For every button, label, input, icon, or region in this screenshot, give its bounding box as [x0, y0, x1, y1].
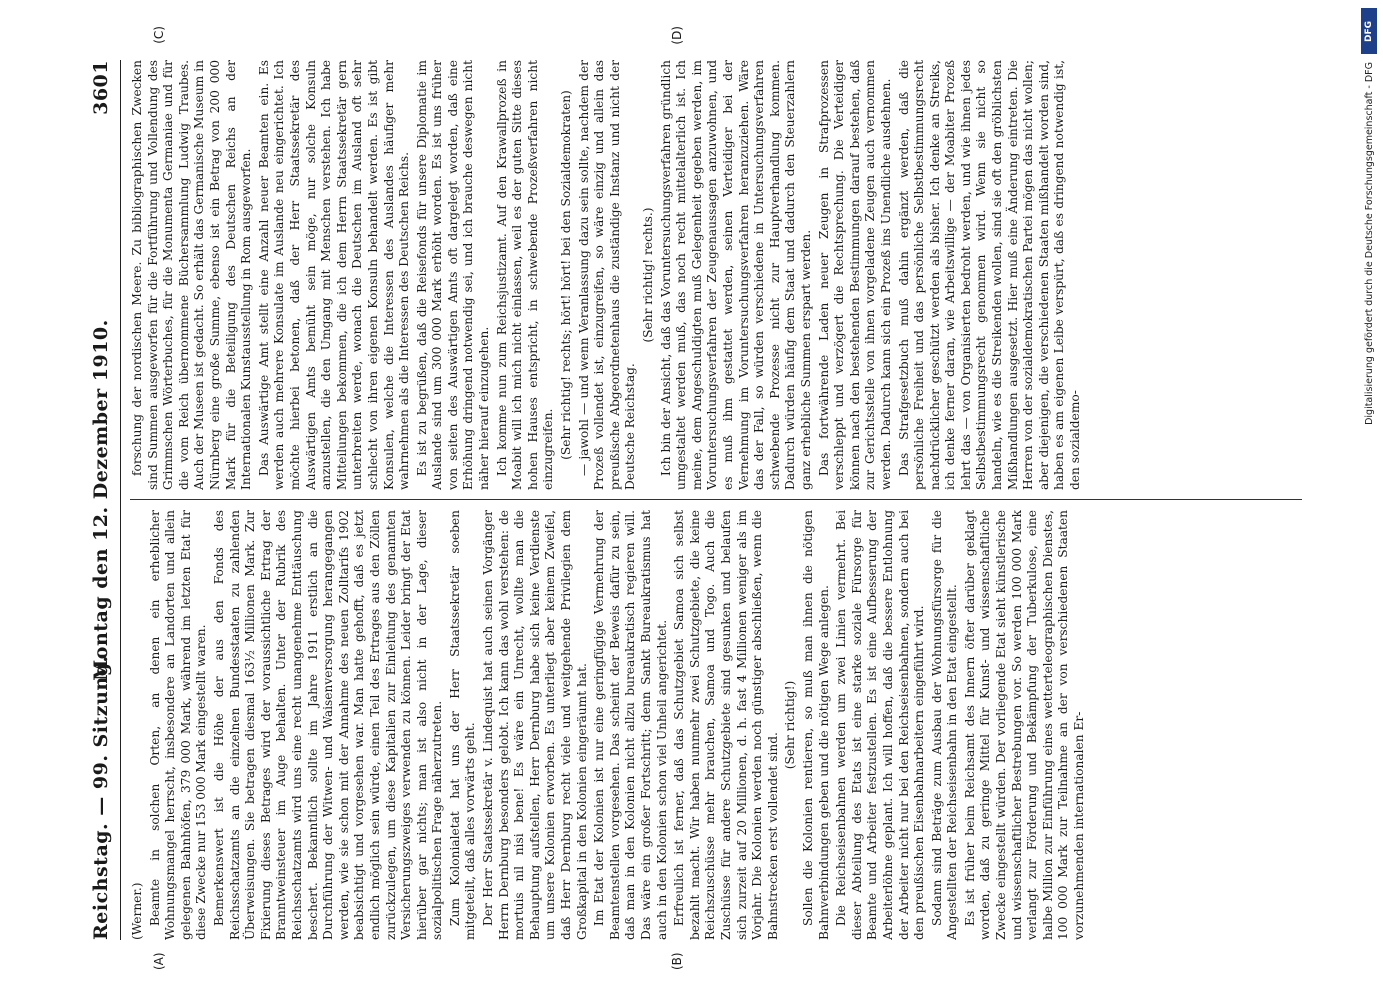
paragraph: — jawohl — und wenn Veranlassung dazu sein sollte, nachdem der Prozeß vollendet ist, einzugreifen, so wäre einzig und allein das preußische Abgeordnetenhaus die zuständige Instanz und nicht der Deutsche Reichstag. — [576, 60, 637, 490]
column-divider — [130, 499, 1302, 500]
dfg-logo: DFG — [1361, 8, 1377, 54]
right-paragraphs — [130, 60, 1084, 490]
header-date: Montag den 12. Dezember 1910. — [89, 319, 112, 681]
paragraph: Die Reichseisenbahnen werden um zwei Linien vermehrt. Bei dieser Abteilung des Etats ist eine starke soziale Fürsorge für Beamte und Arbeiter festzustellen. Es ist eine Aufbesserung der Arbeiterlöhne geplant. Ich will hoffen, daß die bessere Entlohnung der Arbeiter nicht nur bei den Reichseisenbahnen, sondern auch bei den preußischen Eisenbahnarbeitern eingeführt wird. — [833, 510, 926, 940]
right-column — [130, 60, 1302, 490]
paragraph: Zum Kolonialetat hat uns der Herr Staatssekretär soeben mitgeteilt, daß alles vorwärts geht. — [447, 510, 477, 940]
paragraph: Bemerkenswert ist die Höhe der aus den Fonds des Reichsschatzamts an die einzelnen Bundesstaaten zu zahlenden Überweisungen. Sie betragen diesmal 163½ Millionen Mark. Zur Fixierung dieses Betrages wird der voraussichtliche Ertrag der Branntweinsteuer im Auge behalten. Unter der Rubrik des Reichsschatzamts wird uns eine recht unangenehme Enttäuschung beschert. Bekanntlich sollte im Jahre 1911 erstlich an die Durchführung der Witwen- und Waisenversorgung herangegangen werden, wie sie schon mit der Annahme des neuen Zolltarifs 1902 beabsichtigt und vorgesehen war. Man hatte gehofft, daß es jetzt endlich möglich sein würde, einen Teil des Ertrages aus den Zöllen zurückzulegen, um diese Kapitalien zur Einleitung des genannten Versicherungszweiges verwenden zu können. Leider bringt der Etat hierüber gar nichts; man ist also nicht in der Lage, dieser sozialpolitischen Frage näherzutreten. — [211, 510, 444, 940]
text-columns — [129, 26, 1302, 970]
paragraph: (Sehr richtig! rechts; hört! hört! bei den Sozialdemokraten) — [558, 90, 573, 460]
paragraph: Sollen die Kolonien rentieren, so muß man ihnen die nötigen Bahnverbindungen geben und die nötigen Wege anlegen. — [800, 510, 831, 940]
paragraph: (Sehr richtig!) — [782, 680, 797, 770]
paragraph: Ich komme nun zum Reichsjustizamt. Auf den Krawallprozeß in Moabit will ich mich nicht einlassen, weil es der guten Sitte dieses hohen Hauses entspricht, in schwebende Prozeßverfahren nicht einzugreifen. — [494, 60, 555, 490]
left-paragraphs — [147, 510, 1087, 940]
speaker-name: (Werner.) — [129, 882, 144, 940]
paragraph: Im Etat der Kolonien ist nur eine geringfügige Vermehrung der Beamtenstellen vorgesehen. Das scheint der Beweis dafür zu sein, daß man in den Kolonien nicht allzu bureaukratisch regieren will. Das wäre ein großer Fortschritt; denn Sankt Bureaukratismus hat auch in den Kolonien schon viel Unheil angerichtet. — [591, 510, 669, 940]
page-number: 3601 — [89, 60, 112, 115]
paragraph: Erfreulich ist ferner, daß das Schutzgebiet Samoa sich selbst bezahlt macht. Wir haben nunmehr zwei Schutzgebiete, die keine Reichszuschüsse mehr brauchen, Samoa und Togo. Auch die Zuschüsse für andere Schutzgebiete sind gesunken und belaufen sich zurzeit auf 20 Millionen, d. h. fast 4 Millionen weniger als im Vorjahr. Die Kolonien werden noch günstiger abschließen, wenn die Bahnstrecken erst vollendet sind. — [671, 510, 780, 940]
paragraph: Der Herr Staatssekretär v. Lindequist hat auch seinen Vorgänger Herrn Dernburg besonders gelobt. Ich kann das wohl verstehen: de mortuis nil nisi bene! Es wäre ein Unrecht, wollte man die Behauptung aufstellen, Herr Dernburg habe sich keine Verdienste um unsere Kolonien erworben. Es unterliegt aber keinem Zweifel, daß Herr Dernburg recht viele und weitgehende Privilegien dem Großkapital in den Kolonien eingeräumt hat. — [480, 510, 589, 940]
digitization-note: Digitalisierung gefördert durch die Deutsche Forschungsgemeinschaft - DFG — [1364, 62, 1375, 425]
paragraph: Das Auswärtige Amt stellt eine Anzahl neuer Beamten ein. Es werden auch mehrere Konsulate im Auslande neu eingerichtet. Ich möchte hierbei betonen, daß der Herr Staatssekretär des Auswärtigen Amts bemüht sein möge, nur solche Konsuln anzustellen, die den Umgang mit Menschen verstehen. Ich habe Mitteilungen bekommen, die ich dem Herrn Staatssekretär gern unterbreiten werde, wonach die Deutschen im Ausland oft sehr schlecht von ihren eigenen Konsuln behandelt werden. Es ist gibt Konsulen, welche die Interessen des Auslandes häufiger mehr wahrnehmen als die Interessen des Deutschen Reichs. — [256, 60, 411, 490]
left-column — [130, 510, 1302, 940]
document-page — [42, 20, 1342, 980]
margin-marker-c: (C) — [151, 26, 166, 44]
paragraph: Das fortwährende Laden neuer Zeugen in Strafprozessen verschleppt und verzögert die Rechtsprechung. Die Verteidiger können nach den bestehenden Bestimmungen darauf bestehen, daß zur Gerichtsstelle von ihnen vorgeladene Zeugen auch vernommen werden. Dadurch kann sich ein Prozeß ins Unendliche ausdehnen. — [816, 60, 893, 490]
paragraph: Ich bin der Ansicht, daß das Voruntersuchungsverfahren gründlich umgestaltet werden muß, das noch recht mittelalterlich ist. Ich meine, dem Angeschuldigten muß Gelegenheit gegeben werden, im Voruntersuchungsverfahren der Zeugenaussagen anzuwohnen, und es muß ihm gestattet werden, seinen Verteidiger bei der Vernehmung im Voruntersuchungsverfahren heranzuziehen. Wäre das der Fall, so würden verschiedene in Untersuchungsverfahren schwebende Prozesse nicht zur Hauptverhandlung kommen. Dadurch würden häufig dem Staat und dadurch den Steuerzahlern ganz erhebliche Summen erspart werden. — [658, 60, 813, 490]
margin-marker-b: (B) — [669, 952, 684, 970]
paragraph: (Sehr richtig! rechts.) — [640, 207, 655, 343]
margin-marker-a: (A) — [151, 952, 166, 970]
paragraph: Sodann sind Beträge zum Ausbau der Wohnungsfürsorge für die Angestellten der Reichseisenbahn in den Etat eingestellt. — [929, 510, 959, 940]
paragraph: Beamte in solchen Orten, an denen ein erheblicher Wohnungsmangel herrscht, insbesondere an Landorten und allein gelegenen Bahnhöfen, 379 000 Mark, während im letzten Etat für diese Zwecke nur 153 000 Mark eingestellt waren. — [147, 510, 208, 940]
page-header — [90, 60, 121, 940]
paragraph: Es ist früher beim Reichsamt des Innern öfter darüber geklagt worden, daß zu geringe Mittel für Kunst- und wissenschaftliche Zwecke eingestellt würden. Der vorliegende Etat sieht künstlerische und wissenschaftlicher Bestrebungen vor. So werden 100 000 Mark verlangt zur Förderung und Bekämpfung der Tuberkulose, eine halbe Million zur Einführung eines wetterteleographischen Dienstes, 100 000 Mark zur Teilnahme an der von verschiedenen Staaten vorzunehmenden internationalen Er- — [962, 510, 1086, 940]
paragraph: Es ist zu begrüßen, daß die Reisefonds für unsere Diplomatie im Auslande sind um 300 000 Mark erhöht worden. Es ist uns früher von seiten des Auswärtigen Amts oft dargelegt worden, daß eine Erhöhung dringend notwendig sei, und ich brauche deswegen nicht näher hierauf einzugehen. — [414, 60, 491, 490]
margin-marker-d: (D) — [669, 26, 684, 45]
header-left: Reichstag. — 99. Sitzung. — [89, 655, 112, 940]
paragraph: Das Strafgesetzbuch muß dahin ergänzt werden, daß die persönliche Freiheit und das persönliche Selbstbestimmungsrecht nachdrücklicher geschützt werden als bisher. Ich denke an Streiks, ich denke ferner daran, wie Arbeitswillige — der Moabiter Prozeß lehrt das — von Organisierten bedroht werden, und wie ihnen jedes Selbstbestimmungsrecht genommen wird. Wenn sie nicht so handeln, wie es die Streikenden wollen, sind sie oft den gröblichsten Mißhandlungen ausgesetzt. Hier muß eine Änderung eintreten. Die Herren von der sozialdemokratischen Partei mögen das nicht wollen; aber diejenigen, die verschiedenen Staaten mißhandelt worden sind, haben es am eigenen Leibe verspürt, daß es dringend notwendig ist, den sozialdemo- — [896, 60, 1082, 490]
paragraph: forschung der nordischen Meere. Zu bibliographischen Zwecken sind Summen ausgeworfen für die Fortführung und Vollendung des Grimmschen Wörterbuches, für die Monumenta Germaniae und für die vom Reich übernommene Büchersammlung Ludwig Traubes. Auch der Museen ist gedacht. So erhält das Germanische Museum in Nürnberg eine große Summe, ebenso ist ein Betrag von 200 000 Mark für die Beteiligung des Deutschen Reichs an der Internationalen Kunstausstellung in Rom ausgeworfen. — [129, 60, 253, 490]
